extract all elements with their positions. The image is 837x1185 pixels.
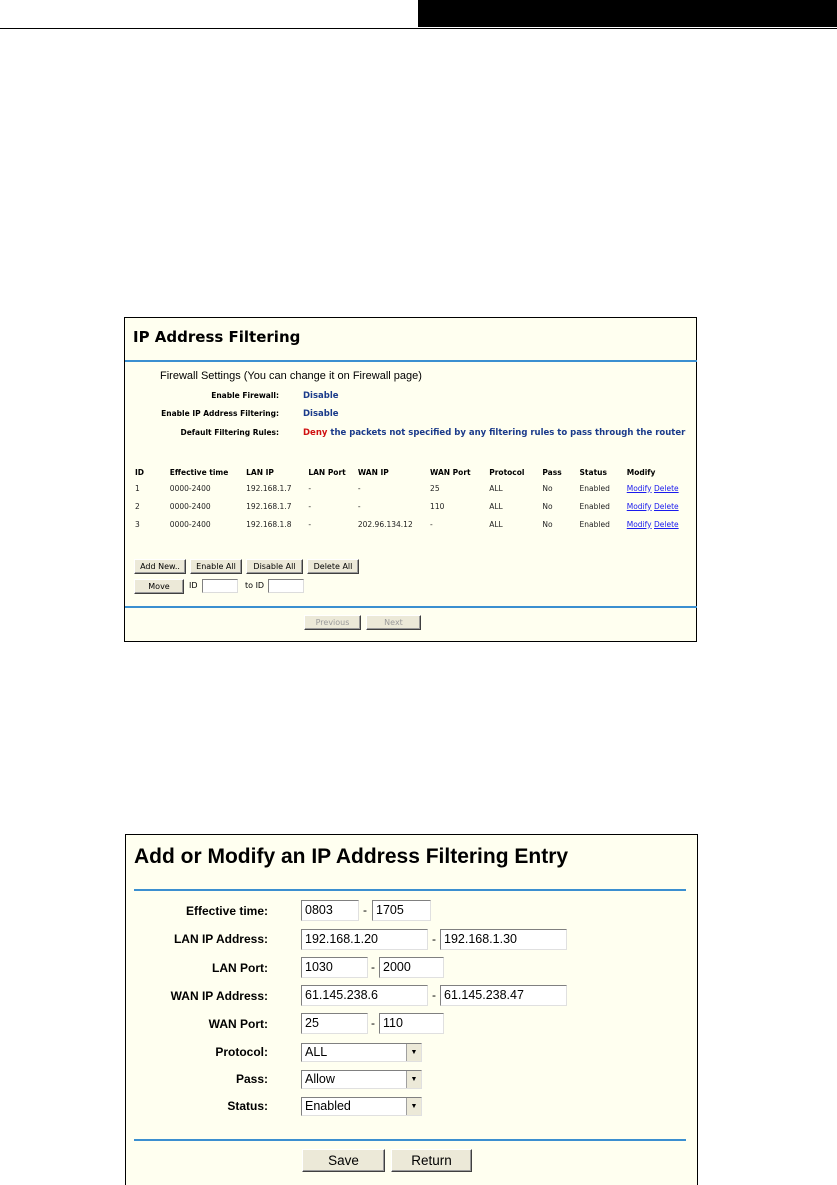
- lan-ip-end-input[interactable]: 192.168.1.30: [440, 929, 567, 950]
- document-header-bar: [418, 0, 837, 27]
- lan-port-start-input[interactable]: 1030: [301, 957, 368, 978]
- cell-status: Enabled: [579, 519, 610, 529]
- cell-pass: No: [542, 519, 553, 529]
- cell-wan-ip: 202.96.134.12: [357, 519, 413, 529]
- column-header: Status: [579, 467, 607, 477]
- lan-port-end-input[interactable]: 2000: [379, 957, 444, 978]
- deny-text: Deny: [303, 428, 328, 438]
- wan-ip-end-input[interactable]: 61.145.238.47: [440, 985, 567, 1006]
- cell-status: Enabled: [579, 483, 610, 493]
- page-title: Add or Modify an IP Address Filtering Entry: [134, 845, 569, 868]
- document-header-line: [0, 28, 837, 29]
- save-button[interactable]: Save: [302, 1149, 385, 1172]
- delete-link[interactable]: Delete: [653, 483, 679, 493]
- cell-id: 1: [135, 483, 140, 493]
- cell-pass: No: [542, 483, 553, 493]
- pass-selected-value: Allow: [305, 1072, 335, 1086]
- column-header: WAN Port: [430, 467, 471, 477]
- effective-time-label: Effective time:: [185, 904, 268, 918]
- default-rules-value: [303, 428, 685, 438]
- cell-protocol: ALL: [489, 501, 503, 511]
- table-row: [134, 497, 696, 515]
- chevron-down-icon: ▼: [406, 1071, 421, 1088]
- table-header-row: [134, 465, 696, 479]
- cell-pass: No: [542, 501, 553, 511]
- cell-wan-port: 110: [430, 501, 445, 511]
- protocol-select[interactable]: [301, 1043, 422, 1062]
- column-header: Effective time: [169, 467, 229, 477]
- cell-wan-port: -: [430, 519, 433, 529]
- default-rules-label: Default Filtering Rules:: [180, 428, 279, 437]
- range-dash: -: [363, 903, 367, 917]
- cell-modify: [627, 515, 696, 533]
- cell-lan-port: -: [308, 501, 312, 511]
- effective-time-end-input[interactable]: 1705: [372, 900, 431, 921]
- column-header: Modify: [626, 467, 656, 477]
- disable-all-button[interactable]: Disable All: [246, 559, 303, 574]
- chevron-down-icon: ▼: [406, 1098, 421, 1115]
- ip-filtering-list-panel: [124, 317, 697, 642]
- column-header: Protocol: [489, 467, 525, 477]
- range-dash: -: [371, 1016, 375, 1030]
- move-id-label: ID: [189, 581, 198, 590]
- wan-port-label: WAN Port:: [208, 1017, 268, 1031]
- title-divider: [134, 889, 686, 891]
- move-to-id-input[interactable]: [268, 579, 304, 593]
- wan-port-start-input[interactable]: 25: [301, 1013, 368, 1034]
- status-select[interactable]: [301, 1097, 422, 1116]
- cell-effective-time: 0000-2400: [169, 519, 211, 529]
- column-header: LAN Port: [308, 467, 346, 477]
- return-button[interactable]: Return: [391, 1149, 472, 1172]
- delete-all-button[interactable]: Delete All: [307, 559, 359, 574]
- delete-link[interactable]: Delete: [653, 501, 679, 511]
- next-button[interactable]: Next: [366, 615, 421, 630]
- cell-wan-port: 25: [430, 483, 440, 493]
- previous-button[interactable]: Previous: [304, 615, 361, 630]
- cell-lan-ip: 192.168.1.8: [246, 519, 292, 529]
- lan-ip-label: LAN IP Address:: [173, 932, 268, 946]
- range-dash: -: [371, 960, 375, 974]
- cell-protocol: ALL: [489, 519, 503, 529]
- column-header: Pass: [542, 467, 562, 477]
- table-row: [134, 479, 696, 497]
- modify-link[interactable]: Modify: [626, 483, 652, 493]
- cell-effective-time: 0000-2400: [169, 483, 211, 493]
- enable-all-button[interactable]: Enable All: [190, 559, 242, 574]
- page-title: IP Address Filtering: [133, 328, 301, 346]
- range-dash: -: [432, 932, 436, 946]
- firewall-settings-heading: Firewall Settings (You can change it on Firewall page): [160, 370, 422, 382]
- delete-link[interactable]: Delete: [653, 519, 679, 529]
- protocol-label: Protocol:: [215, 1045, 268, 1059]
- footer-divider: [125, 606, 697, 608]
- enable-ip-filtering-value: Disable: [303, 409, 339, 419]
- modify-link[interactable]: Modify: [626, 501, 652, 511]
- cell-modify: [627, 497, 696, 515]
- chevron-down-icon: ▼: [406, 1044, 421, 1061]
- cell-modify: [627, 479, 696, 497]
- column-header: WAN IP: [357, 467, 389, 477]
- column-header: LAN IP: [246, 467, 274, 477]
- lan-port-label: LAN Port:: [212, 961, 268, 975]
- move-button[interactable]: Move: [134, 579, 184, 594]
- enable-firewall-label: Enable Firewall:: [211, 391, 279, 400]
- wan-ip-label: WAN IP Address:: [170, 989, 268, 1003]
- enable-firewall-value: Disable: [303, 391, 339, 401]
- cell-lan-ip: 192.168.1.7: [246, 501, 292, 511]
- pass-label: Pass:: [235, 1072, 268, 1086]
- default-rules-description: the packets not specified by any filtering rules to pass through the router: [330, 428, 686, 438]
- cell-lan-port: -: [308, 519, 312, 529]
- cell-id: 2: [135, 501, 140, 511]
- wan-port-end-input[interactable]: 110: [379, 1013, 444, 1034]
- cell-effective-time: 0000-2400: [169, 501, 211, 511]
- modify-link[interactable]: Modify: [626, 519, 652, 529]
- add-new-button[interactable]: Add New..: [134, 559, 186, 574]
- cell-lan-port: -: [308, 483, 312, 493]
- wan-ip-start-input[interactable]: 61.145.238.6: [301, 985, 428, 1006]
- footer-divider: [134, 1139, 686, 1141]
- add-modify-entry-panel: [125, 834, 698, 1185]
- cell-lan-ip: 192.168.1.7: [246, 483, 292, 493]
- lan-ip-start-input[interactable]: 192.168.1.20: [301, 929, 428, 950]
- filtering-rules-table: [134, 465, 696, 533]
- move-from-id-input[interactable]: [202, 579, 238, 593]
- cell-status: Enabled: [579, 501, 610, 511]
- enable-ip-filtering-label: Enable IP Address Filtering:: [161, 409, 279, 418]
- protocol-selected-value: ALL: [305, 1045, 328, 1059]
- status-selected-value: Enabled: [305, 1099, 351, 1113]
- cell-id: 3: [135, 519, 140, 529]
- cell-protocol: ALL: [489, 483, 503, 493]
- column-header: ID: [135, 467, 145, 477]
- cell-wan-ip: -: [357, 483, 361, 493]
- move-to-id-label: to ID: [245, 581, 265, 590]
- status-label: Status:: [227, 1099, 268, 1113]
- table-row: [134, 515, 696, 533]
- title-divider: [125, 360, 697, 362]
- range-dash: -: [432, 988, 436, 1002]
- cell-wan-ip: -: [357, 501, 361, 511]
- effective-time-start-input[interactable]: 0803: [301, 900, 359, 921]
- pass-select[interactable]: [301, 1070, 422, 1089]
